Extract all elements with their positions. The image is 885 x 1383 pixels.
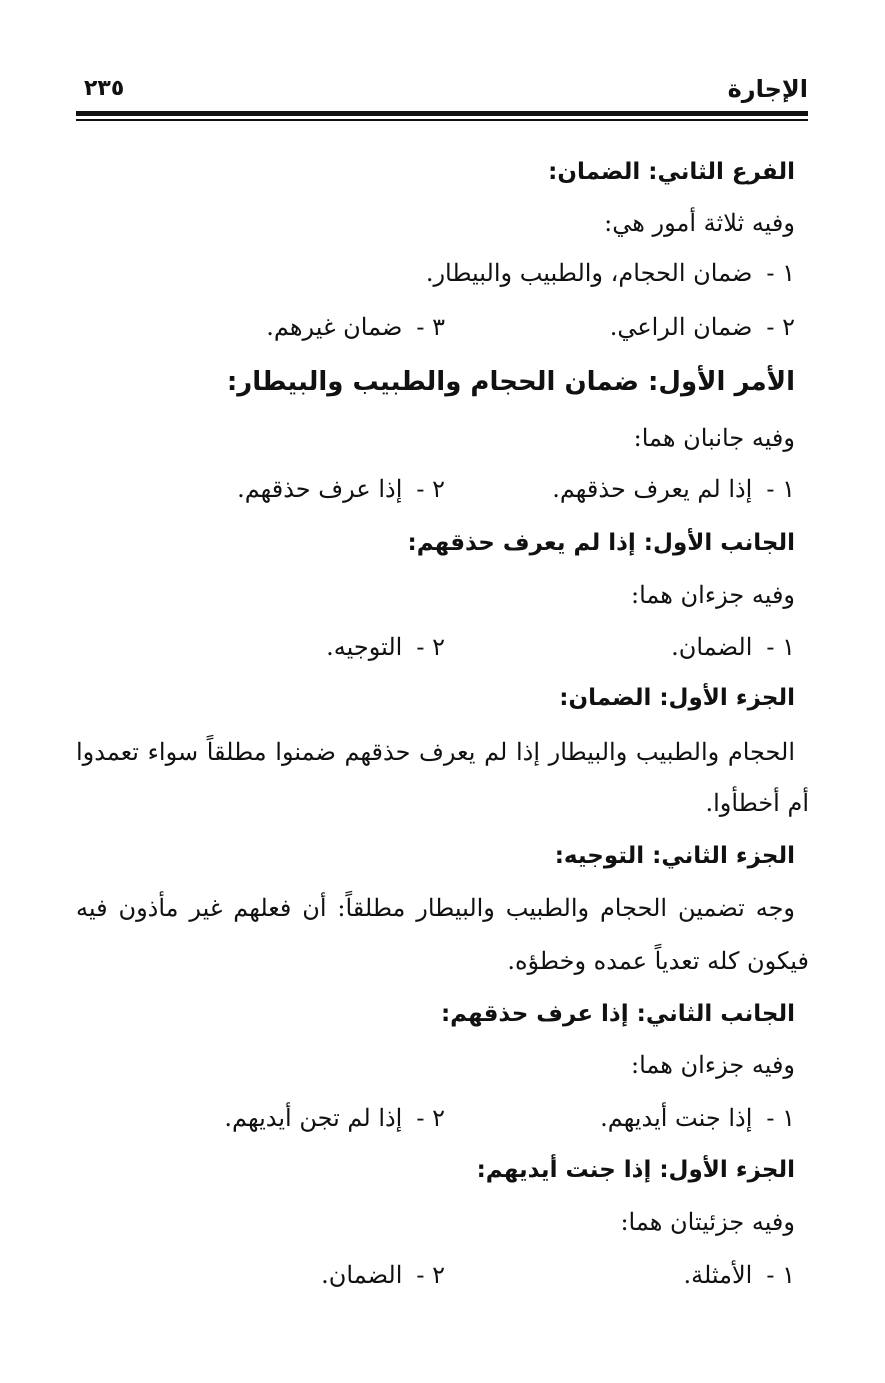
list-text: إذا لم يعرف حذقهم. bbox=[552, 475, 753, 503]
list-text: التوجيه. bbox=[326, 633, 403, 661]
paragraph-line: وجه تضمين الحجام والطبيب والبيطار مطلقاً: أن فعلهم غير مأذون فيه bbox=[76, 894, 795, 922]
list-item bbox=[321, 1255, 445, 1295]
list-number: ١ - bbox=[766, 475, 795, 503]
list-text: ضمان غيرهم. bbox=[266, 313, 403, 341]
list-number: ٢ - bbox=[416, 1104, 445, 1132]
heading: الجانب الأول: إذا لم يعرف حذقهم: bbox=[407, 530, 795, 556]
list-text: الضمان. bbox=[671, 633, 753, 661]
header-rule-thin bbox=[76, 119, 808, 121]
list-number: ٣ - bbox=[416, 313, 445, 341]
header-rule-thick bbox=[76, 111, 808, 116]
list-text: ضمان الحجام، والطبيب والبيطار. bbox=[425, 259, 753, 287]
list-item bbox=[600, 1098, 795, 1138]
section-title: الفرع الثاني: الضمان: bbox=[548, 159, 795, 185]
list-number: ١ - bbox=[766, 1261, 795, 1289]
paragraph-line: فيكون كله تعدياً عمده وخطؤه. bbox=[507, 947, 809, 975]
intro-paragraph: وفيه جزءان هما: bbox=[630, 1051, 795, 1079]
list-item bbox=[224, 1098, 445, 1138]
page-header bbox=[76, 72, 808, 106]
list-number: ٢ - bbox=[416, 633, 445, 661]
list-number: ٢ - bbox=[416, 475, 445, 503]
list-text: إذا عرف حذقهم. bbox=[237, 475, 403, 503]
list-text: إذا لم تجن أيديهم. bbox=[224, 1104, 403, 1132]
heading: الجانب الثاني: إذا عرف حذقهم: bbox=[440, 1001, 795, 1027]
intro-paragraph: وفيه جزئيتان هما: bbox=[620, 1208, 795, 1236]
paragraph-line: الحجام والطبيب والبيطار إذا لم يعرف حذقهم ضمنوا مطلقاً سواء تعمدوا bbox=[76, 738, 795, 766]
list-item bbox=[671, 627, 795, 667]
list-text: إذا جنت أيديهم. bbox=[600, 1104, 753, 1132]
list-text: ضمان الراعي. bbox=[609, 313, 753, 341]
list-number: ١ - bbox=[766, 259, 795, 287]
paragraph-line: أم أخطأوا. bbox=[705, 789, 809, 817]
running-title: الإجارة bbox=[727, 75, 808, 103]
intro-paragraph: وفيه ثلاثة أمور هي: bbox=[604, 209, 795, 237]
heading: الأمر الأول: ضمان الحجام والطبيب والبيطار: bbox=[226, 367, 795, 397]
list-text: الأمثلة. bbox=[683, 1261, 753, 1289]
list-item bbox=[552, 469, 795, 509]
list-text: الضمان. bbox=[321, 1261, 403, 1289]
intro-paragraph: وفيه جانبان هما: bbox=[633, 424, 795, 452]
list-item bbox=[326, 627, 445, 667]
list-number: ١ - bbox=[766, 633, 795, 661]
intro-paragraph: وفيه جزءان هما: bbox=[630, 581, 795, 609]
list-number: ٢ - bbox=[766, 313, 795, 341]
heading: الجزء الأول: الضمان: bbox=[559, 685, 795, 711]
page-number: ٢٣٥ bbox=[84, 76, 125, 101]
list-number: ١ - bbox=[766, 1104, 795, 1132]
list-number: ٢ - bbox=[416, 1261, 445, 1289]
list-item bbox=[426, 253, 795, 293]
list-item bbox=[610, 307, 795, 347]
heading: الجزء الأول: إذا جنت أيديهم: bbox=[476, 1157, 795, 1183]
list-item bbox=[237, 469, 445, 509]
list-item bbox=[683, 1255, 795, 1295]
heading: الجزء الثاني: التوجيه: bbox=[554, 843, 795, 869]
list-item bbox=[266, 307, 445, 347]
